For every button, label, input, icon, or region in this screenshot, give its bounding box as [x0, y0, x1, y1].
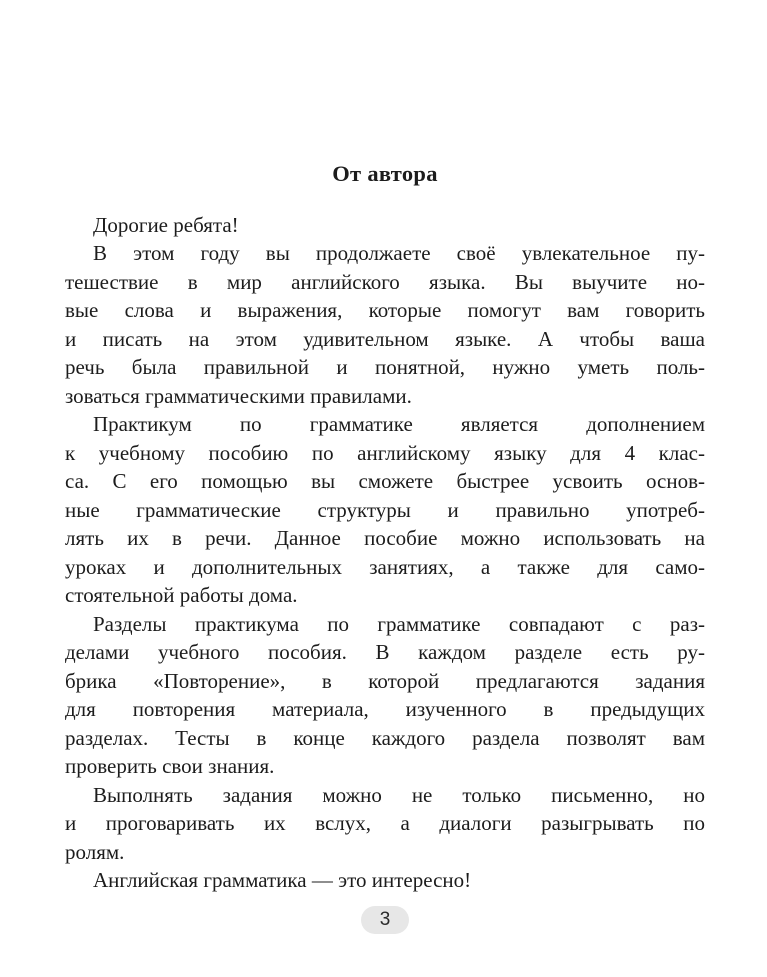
text-line: зоваться грамматическими правилами. [65, 383, 412, 408]
text-line: брика «Повторение», в которой предлагаются задания [65, 668, 705, 693]
paragraph [65, 866, 705, 895]
text-line: Дорогие ребята! [93, 212, 239, 237]
text-line: Английская грамматика — это интересно! [93, 868, 472, 892]
page-number-badge: 3 [361, 906, 409, 934]
text-line: и писать на этом удивительном языке. А чтобы ваша [65, 326, 705, 351]
text-line: вые слова и выражения, которые помогут вам говорить [65, 298, 705, 322]
text-line: Выполнять задания можно не только письменно, но [93, 782, 705, 807]
text-line: к учебному пособию по английскому языку для 4 клас- [65, 440, 705, 465]
text-line: для повторения материала, изученного в предыдущих [65, 697, 705, 721]
text-line: делами учебного пособия. В каждом разделе есть ру- [65, 640, 705, 664]
text-line: разделах. Тесты в конце каждого раздела позволят вам [65, 725, 705, 750]
text-column [65, 160, 705, 934]
body-text [65, 211, 705, 895]
text-line: В этом году вы продолжаете своё увлекательное пу- [93, 241, 705, 265]
paragraph [65, 410, 705, 610]
paragraph [65, 211, 705, 240]
page-number-container [65, 906, 705, 934]
text-line: Практикум по грамматике является дополнением [93, 412, 705, 436]
text-line: уроках и дополнительных занятиях, а также для само- [65, 554, 705, 579]
paragraph [65, 239, 705, 410]
text-line: проверить свои знания. [65, 754, 275, 778]
text-line: ролям. [65, 839, 125, 864]
text-line: и проговаривать их вслух, а диалоги разыгрывать по [65, 811, 705, 835]
text-line: речь была правильной и понятной, нужно уметь поль- [65, 355, 705, 379]
paragraph [65, 781, 705, 867]
text-line: стоятельной работы дома. [65, 583, 298, 607]
paragraph [65, 610, 705, 781]
page-title: От автора [332, 161, 438, 186]
text-line: лять их в речи. Данное пособие можно использовать на [65, 526, 705, 550]
text-line: Разделы практикума по грамматике совпадают с раз- [93, 611, 705, 636]
text-line: тешествие в мир английского языка. Вы выучите но- [65, 269, 705, 294]
text-line: са. С его помощью вы сможете быстрее усвоить основ- [65, 469, 705, 493]
text-line: ные грамматические структуры и правильно употреб- [65, 497, 705, 522]
